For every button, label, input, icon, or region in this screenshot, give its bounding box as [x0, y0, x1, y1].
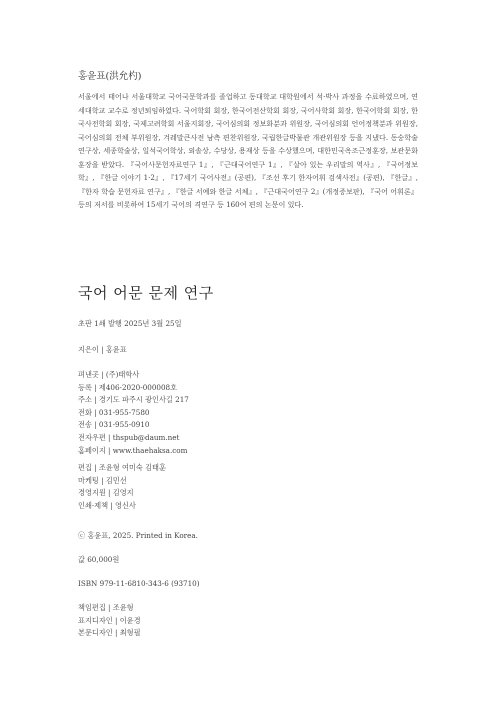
staff-info	[78, 462, 166, 512]
copyright-line: ⓒ 홍윤표, 2025. Printed in Korea.	[78, 531, 198, 540]
cover-design-line: 표지디자인 | 이윤경	[78, 615, 141, 625]
author-bio: 서울에서 태어나 서울대학교 국어국문학과를 졸업하고 동대학교 대학원에서 석·박사 과정을 수료하였으며, 연세대학교 교수로 정년퇴임하였다. 국어학회 회장, 한국어전산학회 회장, 국어사학회 회장, 한국어학회 회장, 한국사전학회 회장, 국제고려학회 서울지회장, 국어심의회 정보화분과 위원장, 국어심의회 언어정책분과 위원장, 국어심의회 전체 부위원장, 겨레말큰사전 남측 편찬위원장, 국립한글박물관 개관위원장 등을 지냈다. 동숭학술연구상, 세종학술상, 일석국어학상, 외솔상, 수당상, 용재상 등을 수상했으며, 대한민국옥조근정훈장, 보관문화훈장을 받았다. 『국어사문헌자료연구 1』, 『근대국어연구 1』, 『살아 있는 우리말의 역사』, 『국어정보학』, 『한글 이야기 1·2』, 『17세기 국어사전』(공편), 『조선 후기 한자어휘 검색사전』(공편), 『한글』, 『한자 학습 문헌자료 연구』, 『한글 서예와 한글 서체』, 『근대국어연구 2』(개정증보판), 『국어 어휘론』 등의 저서를 비롯하여 15세기 국어의 격연구 등 160여 편의 논문이 있다.	[78, 92, 418, 209]
book-title: 국어 어문 문제 연구	[78, 284, 214, 302]
email-line: 전자우편 | thspub@daum.net	[78, 432, 180, 442]
price-line: 값 60,000원	[78, 555, 120, 564]
isbn-line: ISBN 979-11-6810-343-6 (93710)	[78, 579, 200, 588]
credits-info	[78, 602, 141, 640]
phone-line: 전화 | 031-955-7580	[78, 407, 150, 417]
publisher-info	[78, 369, 189, 457]
registration-line: 등록 | 제406-2020-000008호	[78, 382, 178, 392]
address-line: 주소 | 경기도 파주시 광인사길 217	[78, 395, 189, 405]
publisher-line: 펴낸곳 | (주)태학사	[78, 370, 140, 379]
marketing-line: 마케팅 | 김민선	[78, 475, 127, 485]
author-name: 홍윤표(洪允杓)	[78, 71, 142, 82]
writer-line: 지은이 | 홍윤표	[78, 345, 127, 354]
fax-line: 전송 | 031-955-0910	[78, 420, 150, 430]
chief-editor-line: 책임편집 | 조윤형	[78, 603, 134, 612]
printing-line: 인쇄·제책 | 영신사	[78, 500, 136, 510]
body-design-line: 본문디자인 | 최형필	[78, 628, 141, 638]
management-line: 경영지원 | 김영지	[78, 488, 134, 498]
editors-line: 편집 | 조윤형 여미숙 김태훈	[78, 463, 166, 472]
edition-line: 초판 1쇄 발행 2025년 3월 25일	[78, 319, 182, 328]
homepage-line: 홈페이지 | www.thaehaksa.com	[78, 445, 188, 455]
